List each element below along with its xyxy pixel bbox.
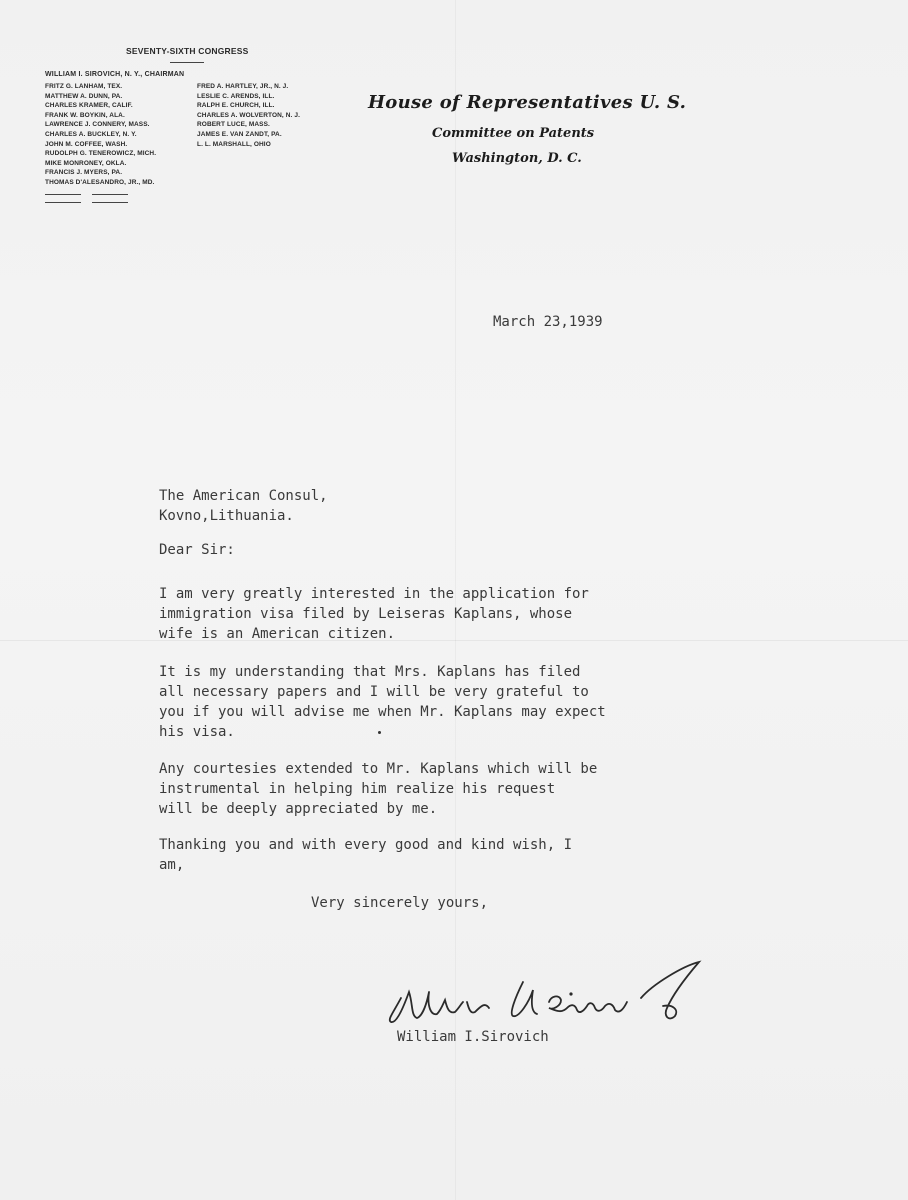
roster-blank-line [92,202,128,203]
letterhead-title: House of Representatives U. S. [368,92,687,113]
letterhead-committee: Committee on Patents [432,126,595,141]
letterhead-location: Washington, D. C. [452,151,582,166]
member-name: JOHN M. COFFEE, WASH. [45,140,128,148]
member-name: ROBERT LUCE, MASS. [197,121,270,129]
member-name: THOMAS D'ALESANDRO, JR., MD. [45,178,155,186]
member-name: MATTHEW A. DUNN, PA. [45,92,123,100]
member-name: RALPH E. CHURCH, ILL. [197,102,275,110]
member-name: L. L. MARSHALL, OHIO [197,140,271,148]
typed-signer-name: William I.Sirovich [397,1029,549,1045]
handwritten-signature [383,958,703,1028]
recipient-line: Kovno,Lithuania. [159,508,294,524]
member-name: LAWRENCE J. CONNERY, MASS. [45,121,150,129]
complimentary-closing: Very sincerely yours, [311,895,489,911]
member-name: FRANCIS J. MYERS, PA. [45,169,123,177]
member-name: MIKE MONRONEY, OKLA. [45,159,127,167]
member-name: LESLIE C. ARENDS, ILL. [197,92,275,100]
member-name: FRITZ G. LANHAM, TEX. [45,83,123,90]
letter-date: March 23,1939 [493,314,603,330]
member-name: FRANK W. BOYKIN, ALA. [45,111,125,119]
body-paragraph: It is my understanding that Mrs. Kaplans has filed all necessary papers and I will be very grateful to you if you will advise me when Mr. Kaplans may expect his visa. [159,664,606,740]
member-name: FRED A. HARTLEY, JR., N. J. [197,83,289,90]
members-list-right [197,82,300,149]
roster-blank-line [45,194,81,195]
recipient-address [159,486,328,526]
congress-title: SEVENTY-SIXTH CONGRESS [126,46,249,56]
roster-blank-line [92,194,128,195]
member-name: CHARLES A. BUCKLEY, N. Y. [45,130,137,138]
member-name: CHARLES KRAMER, CALIF. [45,102,133,110]
ink-mark [378,731,381,734]
salutation: Dear Sir: [159,542,235,558]
congress-rule [170,62,204,63]
member-name: RUDOLPH G. TENEROWICZ, MICH. [45,150,157,158]
body-paragraph: Thanking you and with every good and kind wish, I am, [159,837,573,873]
members-list-left [45,82,156,188]
roster-blank-line [45,202,81,203]
committee-chairman: WILLIAM I. SIROVICH, N. Y., CHAIRMAN [45,71,185,78]
recipient-line: The American Consul, [159,488,328,504]
body-paragraph: Any courtesies extended to Mr. Kaplans which will be instrumental in helping him realize his request will be deeply appreciated by me. [159,761,598,817]
member-name: JAMES E. VAN ZANDT, PA. [197,130,282,138]
member-name: CHARLES A. WOLVERTON, N. J. [197,111,300,119]
body-paragraph: I am very greatly interested in the application for immigration visa filed by Leiseras Kaplans, whose wife is an American citizen. [159,586,589,642]
